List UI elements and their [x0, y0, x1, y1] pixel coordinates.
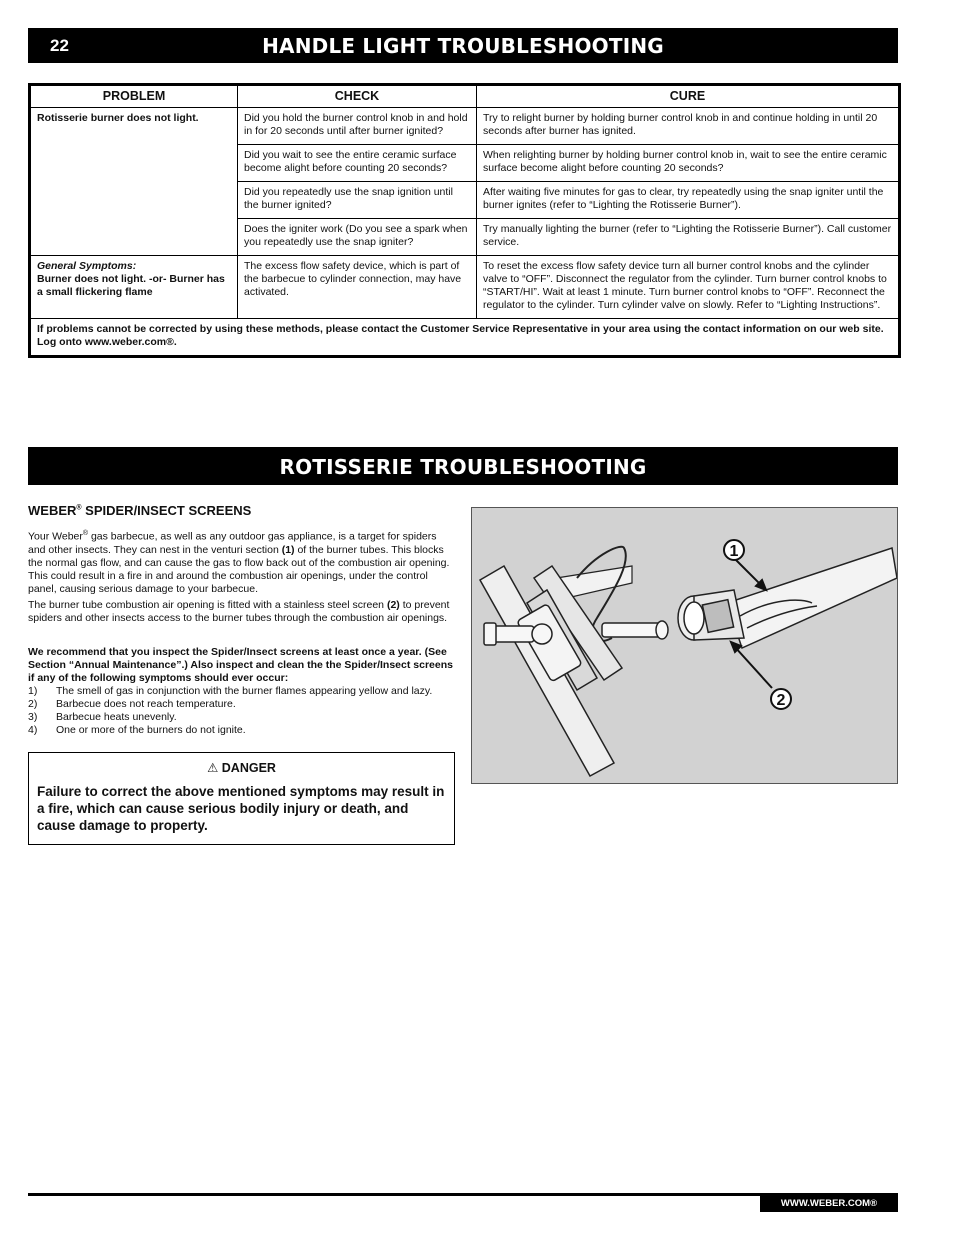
table-row [30, 256, 900, 319]
check-cell: Did you wait to see the entire ceramic surface become alight before counting 20 seconds? [238, 145, 477, 182]
spider-screens-heading [28, 503, 251, 518]
burner-tube-shape [727, 548, 897, 648]
check-cell: Did you hold the burner control knob in and hold in for 20 seconds until after burner ignited? [238, 108, 477, 145]
rotisserie-header-bar [28, 447, 898, 485]
list-number: 2) [28, 698, 38, 710]
table-row [30, 108, 900, 145]
callout-2-label: 2 [776, 692, 786, 709]
danger-label: DANGER [221, 761, 276, 775]
list-text: Barbecue heats unevenly. [56, 711, 177, 723]
valve-stem-shape [484, 623, 552, 645]
table-footer-note: If problems cannot be corrected by using these methods, please contact the Customer Service Representative in your area using the contact information on our web site. Log onto www.weber.com®. [30, 319, 900, 357]
paragraph-text: of the burner tubes. This blocks the normal gas flow, and can cause the gas to flow back out of the combustion air opening. This could result in a fire in and around the combustion air openings, under the control panel, causing serious damage to your barbecue. [28, 543, 450, 595]
warning-triangle-icon: ⚠ [207, 761, 219, 775]
rotisserie-title: ROTISSERIE TROUBLESHOOTING [279, 455, 647, 479]
paragraph-text: The burner tube combustion air opening is fitted with a stainless steel screen [28, 599, 387, 611]
heading-rest: SPIDER/INSECT SCREENS [81, 503, 252, 518]
list-number: 4) [28, 724, 38, 736]
burner-tube-illustration [471, 507, 898, 784]
cure-cell: After waiting five minutes for gas to clear, try repeatedly using the snap igniter until the burner ignites (refer to “Lighting the Rotisserie Burner”). [477, 182, 900, 219]
list-text: One or more of the burners do not ignite. [56, 724, 246, 736]
general-symptoms-label: General Symptoms: [37, 260, 137, 272]
problem-cell [30, 256, 238, 319]
cure-cell: To reset the excess flow safety device turn all burner control knobs and the cylinder valve to “OFF”. Disconnect the regulator from the cylinder. Turn burner control knobs to “START/HI”. Wait at least 1 minute. Turn burner control knobs to “OFF”. Reconnect the regulator to the cylinder. Turn cylinder valve on slowly. Refer to “Lighting Instructions”. [477, 256, 900, 319]
danger-box [28, 752, 455, 845]
troubleshooting-table [28, 83, 901, 358]
page-number: 22 [50, 36, 69, 55]
check-cell: Does the igniter work (Do you see a spark when you repeatedly use the snap igniter? [238, 219, 477, 256]
registered-mark: ® [76, 504, 82, 512]
check-cell: The excess flow safety device, which is part of the barbecue to cylinder connection, may have activated. [238, 256, 477, 319]
check-cell: Did you repeatedly use the snap ignition until the burner ignited? [238, 182, 477, 219]
cure-cell: When relighting burner by holding burner control knob in, wait to see the entire ceramic surface become alight before counting 20 seconds? [477, 145, 900, 182]
venturi-screen-shape [678, 590, 744, 640]
orifice-tube-shape [602, 621, 668, 639]
table-footer-row [30, 319, 900, 357]
column-header-cure: CURE [477, 85, 900, 108]
list-number: 3) [28, 711, 38, 723]
list-text: Barbecue does not reach temperature. [56, 698, 236, 710]
danger-text: Failure to correct the above mentioned symptoms may result in a fire, which can cause serious bodily injury or death, and cause damage to property. [37, 784, 445, 833]
paragraph-text: gas barbecue, as well as any outdoor gas appliance, is a target for spiders and other insects. They can nest in the venturi section [28, 530, 437, 556]
handle-light-title: HANDLE LIGHT TROUBLESHOOTING [262, 34, 664, 58]
heading-brand: WEBER [28, 503, 77, 518]
handle-light-header-bar [28, 28, 898, 63]
callout-1-label: 1 [729, 543, 739, 560]
list-item [28, 698, 456, 711]
list-item [28, 724, 456, 737]
paragraph-recommendation: We recommend that you inspect the Spider/Insect screens at least once a year. (See Section “Annual Maintenance”.) Also inspect and clean the the Spider/Insect screens if any of the following symptoms should ever occur: [28, 646, 453, 684]
paragraph-text: to prevent spiders and other insects access to the burner tubes through the combustion air openings. [28, 599, 450, 624]
cure-cell: Try to relight burner by holding burner control knob in and continue holding in until 20 seconds after burner has ignited. [477, 108, 900, 145]
paragraph-venturi [28, 527, 456, 596]
symptoms-list [28, 685, 456, 737]
column-header-check: CHECK [238, 85, 477, 108]
reference-1: (1) [281, 543, 295, 556]
registered-mark: ® [82, 530, 89, 537]
list-item [28, 711, 456, 724]
list-item [28, 685, 456, 698]
cure-cell: Try manually lighting the burner (refer to “Lighting the Rotisserie Burner”). Call customer service. [477, 219, 900, 256]
paragraph-text: Your Weber [28, 530, 83, 543]
callout-1-badge [724, 540, 744, 560]
reference-2: (2) [386, 599, 400, 611]
danger-heading [29, 760, 454, 775]
list-text: The smell of gas in conjunction with the burner flames appearing yellow and lazy. [56, 685, 433, 697]
paragraph-screen [28, 599, 456, 625]
table-header-row [30, 85, 900, 108]
column-header-problem: PROBLEM [30, 85, 238, 108]
footer-url: WWW.WEBER.COM® [760, 1196, 898, 1212]
list-number: 1) [28, 685, 38, 697]
problem-cell: Rotisserie burner does not light. [30, 108, 238, 256]
general-symptoms-text: Burner does not light. -or- Burner has a small flickering flame [37, 273, 225, 298]
callout-2-badge [771, 689, 791, 709]
